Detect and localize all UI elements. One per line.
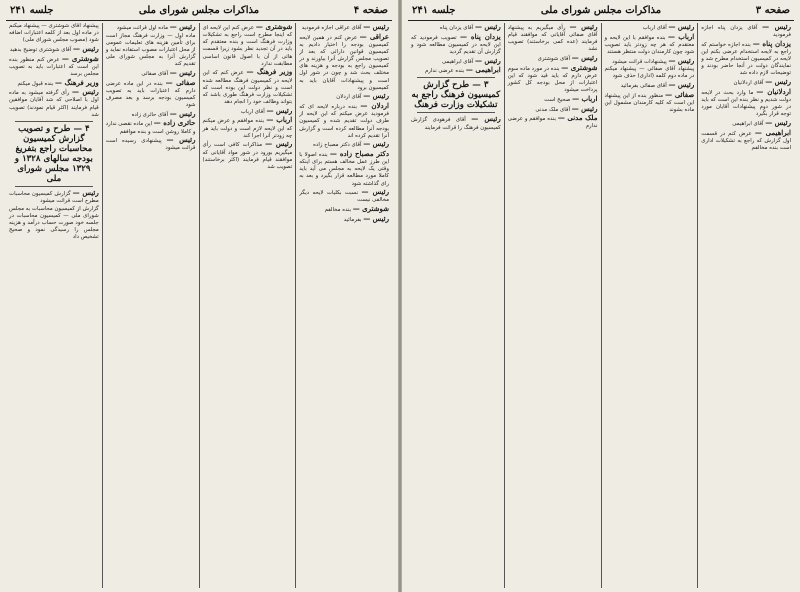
speaker-name: وزیر فرهنگ — (55, 77, 99, 87)
speaker-name: شوشتری — (255, 23, 293, 31)
speech-text: ما وارد بحث در لایحه دولت شدیم و نظر بنده این است که باید در شور دوم پیشنهادات آقایان مورد توجه قرار بگیرد (701, 89, 791, 118)
text-columns (6, 23, 392, 588)
speech-text: آقای صفائی (141, 70, 168, 77)
session-number: جلسه ۲۴۱ (412, 5, 456, 16)
speech-text: آقای حائری زاده (131, 111, 168, 118)
speaker-name: رئیس — (363, 139, 389, 149)
speech-text: آقای فرهودی گزارش کمیسیون فرهنگ را قرائت فرمایند (411, 117, 501, 131)
speech-text: پیشنهادات قرائت میشود (612, 58, 667, 65)
section-divider (417, 112, 495, 113)
speech-text: منظور بنده از این پیشنهاد این است که کلیه کارمندان مشمول این ماده بشوند (604, 92, 695, 114)
speaker-name: صفائی — (165, 77, 196, 87)
speaker-name: رئیس — (72, 43, 99, 53)
agenda-heading: ۴ — طرح و تصویب گزارش کمیسیون محاسبات راجع بتفریغ بودجه سالهای ۱۳۲۸ و ۱۳۲۹ مجلس شورای ملی (14, 123, 93, 184)
speech-paragraph (701, 40, 791, 78)
session-number: جلسه ۲۴۱ (10, 5, 54, 16)
speech-text: رأی میگیریم به پیشنهاد آقای صفائی آقایانی که موافقند قیام فرمایند (عده کمی برخاستند) تصویب نشد (507, 25, 598, 53)
speech-text: بنده اجازه خواستم که راجع به لایحه استخدام عرضی بکنم این لایحه در کمیسیون استخدام مطرح شد و نمایندگان دولت در آنجا حاضر بودند و توضیحات لازم داده شد (701, 41, 791, 77)
speech-text: آقای شوشتری توضیح بدهید (9, 46, 72, 53)
speech-paragraph (203, 116, 293, 139)
speaker-name: رئیس — (72, 187, 99, 197)
speech-paragraph (299, 150, 389, 188)
speaker-name: رئیس — (166, 135, 196, 145)
speaker-name: رئیس — (668, 80, 695, 90)
speaker-name: رئیس — (361, 187, 389, 197)
speaker-name: رئیس — (169, 23, 196, 31)
text-column (602, 23, 699, 588)
speech-paragraph (203, 68, 293, 106)
speech-text: آقای ارباب (240, 108, 265, 115)
speech-paragraph (508, 23, 598, 54)
speaker-name: رئیس — (363, 23, 389, 31)
speech-text: بنده در مورد ماده سوم عرض دارم که باید قید شود که این اعتبارات از محل بودجه کل کشور پرداخت میشود (507, 65, 598, 94)
speech-text: آقای عراقی اجازه فرمودید (301, 25, 362, 31)
speaker-name: دکتر مصباح زاده — (329, 149, 389, 158)
page-number: صفحه ۳ (755, 5, 790, 16)
speaker-name: ابراهیمی — (465, 65, 501, 75)
speech-paragraph (701, 88, 791, 119)
speaker-name: ملک مدنی — (557, 113, 598, 123)
speaker-name: رئیس — (474, 23, 501, 31)
speech-paragraph (106, 119, 196, 135)
speech-text: آقای ملک مدنی (535, 106, 570, 113)
speech-text: نسبت بکلیات لایحه دیگر مخالفی نیست (299, 190, 389, 204)
speech-paragraph (299, 188, 389, 204)
speech-paragraph (605, 33, 695, 56)
speaker-name: رئیس — (266, 105, 293, 115)
speaker-name: رئیس — (363, 91, 389, 101)
speech-text: صحیح است (544, 96, 571, 103)
text-column (200, 23, 297, 588)
speaker-name: ارباب — (266, 115, 293, 125)
section-divider (417, 77, 495, 78)
speech-paragraph (106, 79, 196, 110)
speech-text: مذاکرات کافی است رأی میگیریم بورود در شور مواد آقایانی که موافقند قیام فرمایند (اکثر برخاستند) تصویب شد (202, 142, 293, 170)
speech-paragraph (605, 57, 695, 66)
speaker-name: رئیس — (363, 213, 389, 223)
speech-text: این ماده نقصی ندارد و کاملا روشن است و بنده موافقم (105, 121, 196, 135)
speech-text: رأی گرفته میشود به ماده اول با اصلاحی که شد آقایان موافقین قیام فرمایند (اکثر قیام نمودند) تصویب شد (9, 90, 99, 118)
speech-text: بفرمائید (343, 216, 362, 223)
speech-text: بنده اصولا با این طرز عمل مخالف هستم برای اینکه وقتی یک لایحه به مجلس می آید باید کاملا مورد مطالعه قرار بگیرد و بعد به رای گذاشته شود (299, 152, 389, 187)
journal-title: مذاکرات مجلس شورای ملی (540, 5, 662, 16)
speaker-name: رئیس — (765, 77, 791, 87)
speaker-name: رئیس — (471, 114, 501, 124)
speech-paragraph (508, 64, 598, 95)
speech-paragraph (411, 66, 501, 75)
text-column (296, 23, 392, 588)
speech-text: آقای ارباب (642, 25, 667, 31)
speech-paragraph (203, 23, 293, 68)
speaker-name: رئیس — (668, 55, 695, 65)
speaker-name: صفائی — (665, 89, 695, 99)
speech-text: آقای ابراهیمی (732, 120, 764, 127)
speech-paragraph (299, 215, 389, 224)
speech-text: عرض کنم در قسمت اول گزارش که راجع به تشکیلات اداری است بنده مخالفم (701, 130, 791, 151)
speaker-name: رئیس — (265, 139, 293, 149)
page-number: صفحه ۴ (353, 5, 388, 16)
text-column (505, 23, 602, 588)
speech-text: آقای دکتر مصباح زاده (313, 142, 362, 149)
speech-text: بنده موافقم و عرض میکنم که این لایحه لازم است و دولت باید هر چه زودتر آنرا اجرا کند (202, 118, 293, 139)
speech-text: آقای اردلان (336, 94, 362, 101)
speech-text: گزارش از کمیسیون محاسبات به مجلس شورای ملی — کمیسیون محاسبات در جلسه خود صورت حساب درآمد و هزینه مجلس را رسیدگی نمود و صحیح تشخیص داد (9, 205, 99, 241)
speech-text: بنده قبول میکنم (17, 80, 54, 87)
speech-paragraph (9, 206, 99, 242)
text-columns (408, 23, 794, 588)
speaker-name: ابراهیمی — (754, 127, 792, 137)
speech-paragraph (411, 33, 501, 56)
speech-paragraph (605, 66, 695, 80)
speech-paragraph (701, 23, 791, 39)
speech-paragraph (106, 23, 196, 32)
speech-text: تصویب فرمودید که این لایحه در کمیسیون مطالعه شود و گزارش آن تقدیم گردید (411, 34, 501, 55)
speaker-name: شوشتری — (561, 62, 598, 72)
speech-paragraph (9, 23, 99, 44)
speech-text: ماده اول قرائت میشود (116, 25, 168, 31)
speaker-name: رئیس — (571, 103, 598, 113)
speech-paragraph (299, 33, 389, 92)
speech-text: آقای ابراهیمی (442, 58, 474, 65)
section-divider (15, 121, 93, 122)
speech-paragraph (106, 136, 196, 152)
speaker-name: شوشتری — (352, 204, 389, 214)
speech-text: بنده موافقم با این لایحه و معتقدم که هر چه زودتر باید تصویب شود چون کارمندان دولت منتظر هستند (604, 34, 695, 55)
speaker-name: وزیر فرهنگ — (246, 67, 293, 77)
speaker-name: رئیس — (474, 55, 501, 65)
speech-paragraph (411, 115, 501, 131)
speaker-name: حائری زاده — (153, 118, 196, 128)
speech-text: بنده در این ماده عرضی دارم که اعتبارات باید به تصویب کمیسیون بودجه برسد و بعد مصرف شود (105, 80, 196, 109)
speech-paragraph (605, 91, 695, 114)
speech-text: بنده عرضی ندارم (424, 68, 465, 75)
speech-text: عرض کنم که این لایحه در کمیسیون فرهنگ مطالعه شده است و نظر دولت این بوده است که تشکیلات وزارت فرهنگ طوری باشد که بتواند وظائف خود را انجام دهد (202, 70, 293, 106)
speech-text: آقای یزدان پناه (439, 25, 474, 31)
speaker-name: عراقی — (359, 31, 389, 41)
speech-text: عرض کنم منظور بنده این است که اعتبارات باید به تصویب مجلس برسد (9, 56, 99, 77)
speaker-name: رئیس — (762, 23, 791, 31)
speaker-name: یزدان پناه — (459, 31, 501, 41)
speaker-name: شوشتری — (61, 53, 99, 63)
speech-paragraph (9, 88, 99, 119)
speech-paragraph (203, 140, 293, 171)
speech-paragraph (9, 55, 99, 78)
page-header (408, 4, 794, 21)
speech-text: عرض کنم این لایحه ای که اینجا مطرح است راجع به تشکیلات وزارت فرهنگ است و بنده معتقدم که باید در آن تجدید نظر بشود زیرا قسمت هائی از آن با اصول قانون اساسی مطابقت ندارد (202, 25, 293, 67)
speech-text: بنده موافقم و عرضی ندارم (507, 116, 598, 130)
speech-text: آقای شوشتری (537, 56, 570, 63)
speaker-name: رئیس — (71, 87, 99, 97)
speech-paragraph (701, 129, 791, 152)
page-header (6, 4, 392, 21)
speaker-name: رئیس — (765, 117, 791, 127)
speech-text: آقای اردلانیان (733, 80, 764, 87)
text-column (103, 23, 200, 588)
speaker-name: اردلانیان — (756, 86, 791, 96)
speech-text: پیشنهاد آقای شوشتری — پیشنهاد میکنم در ماده اول بعد از کلمه اعتبارات اضافه شود (مصوب مجلس شورای ملی) (9, 23, 99, 44)
speech-text: بنده مخالفم (324, 207, 352, 214)
speech-text: گزارش کمیسیون محاسبات مطرح است قرائت میشود (9, 190, 99, 205)
speaker-name: رئیس — (569, 23, 598, 31)
speaker-name: یزدان پناه — (752, 38, 792, 48)
speech-text: بنده درباره لایحه ای که فرمودید عرض میکنم که این لایحه از طرف دولت تقدیم شده و کمیسیون بودجه آنرا مطالعه کرده است و گزارش آنرا تقدیم کرده اند (299, 104, 389, 139)
journal-title: مذاکرات مجلس شورای ملی (138, 5, 260, 16)
speech-text: آقای یزدان پناه اجازه فرمودید (701, 25, 791, 39)
speech-text: پیشنهاد آقای صفائی — پیشنهاد میکنم در ماده دوم کلمه (اداری) حذف شود (604, 66, 695, 80)
speaker-name: ارباب — (668, 31, 695, 41)
right-page (402, 0, 800, 592)
speech-paragraph (9, 189, 99, 205)
agenda-heading: ۳ — طرح گزارش کمیسیون فرهنگ راجع به تشکیلات وزارت فرهنگ (411, 80, 501, 111)
speaker-name: اردلان — (360, 101, 390, 111)
speech-text: عرض کنم در همین لایحه کمیسیون بودجه را اختیار دادیم به کمیسیون قوانین دارائی که بعد از تصویب مجلس گزارش آنرا بیاورند و در کمیسیون راجع به بودجه و هزینه های مختلف بحث شد و چون در شور اول است و پیشنهادات آقایان باید به کمیسیون برود (299, 34, 389, 91)
speech-text: ماده اول — وزارت فرهنگ مجاز است برای تأمین هزینه های تعلیمات عمومی از محل اعتبارات مصوب استفاده نماید و گزارش آنرا به مجلس شورای ملی تقدیم کند (105, 32, 196, 68)
speaker-name: رئیس — (571, 53, 598, 63)
speech-paragraph (299, 102, 389, 140)
speaker-name: ارباب — (572, 93, 598, 103)
text-column (698, 23, 794, 588)
speech-text: آقای صفائی بفرمائید (620, 83, 667, 90)
text-column (6, 23, 103, 588)
left-page (0, 0, 398, 592)
speech-text: پیشنهادی رسیده است قرائت میشود (105, 138, 196, 152)
speaker-name: رئیس — (668, 23, 695, 31)
speech-paragraph (508, 114, 598, 130)
speaker-name: رئیس — (169, 108, 196, 118)
speech-paragraph (106, 33, 196, 69)
text-column (408, 23, 505, 588)
section-divider (15, 186, 93, 187)
speaker-name: رئیس — (169, 67, 196, 77)
